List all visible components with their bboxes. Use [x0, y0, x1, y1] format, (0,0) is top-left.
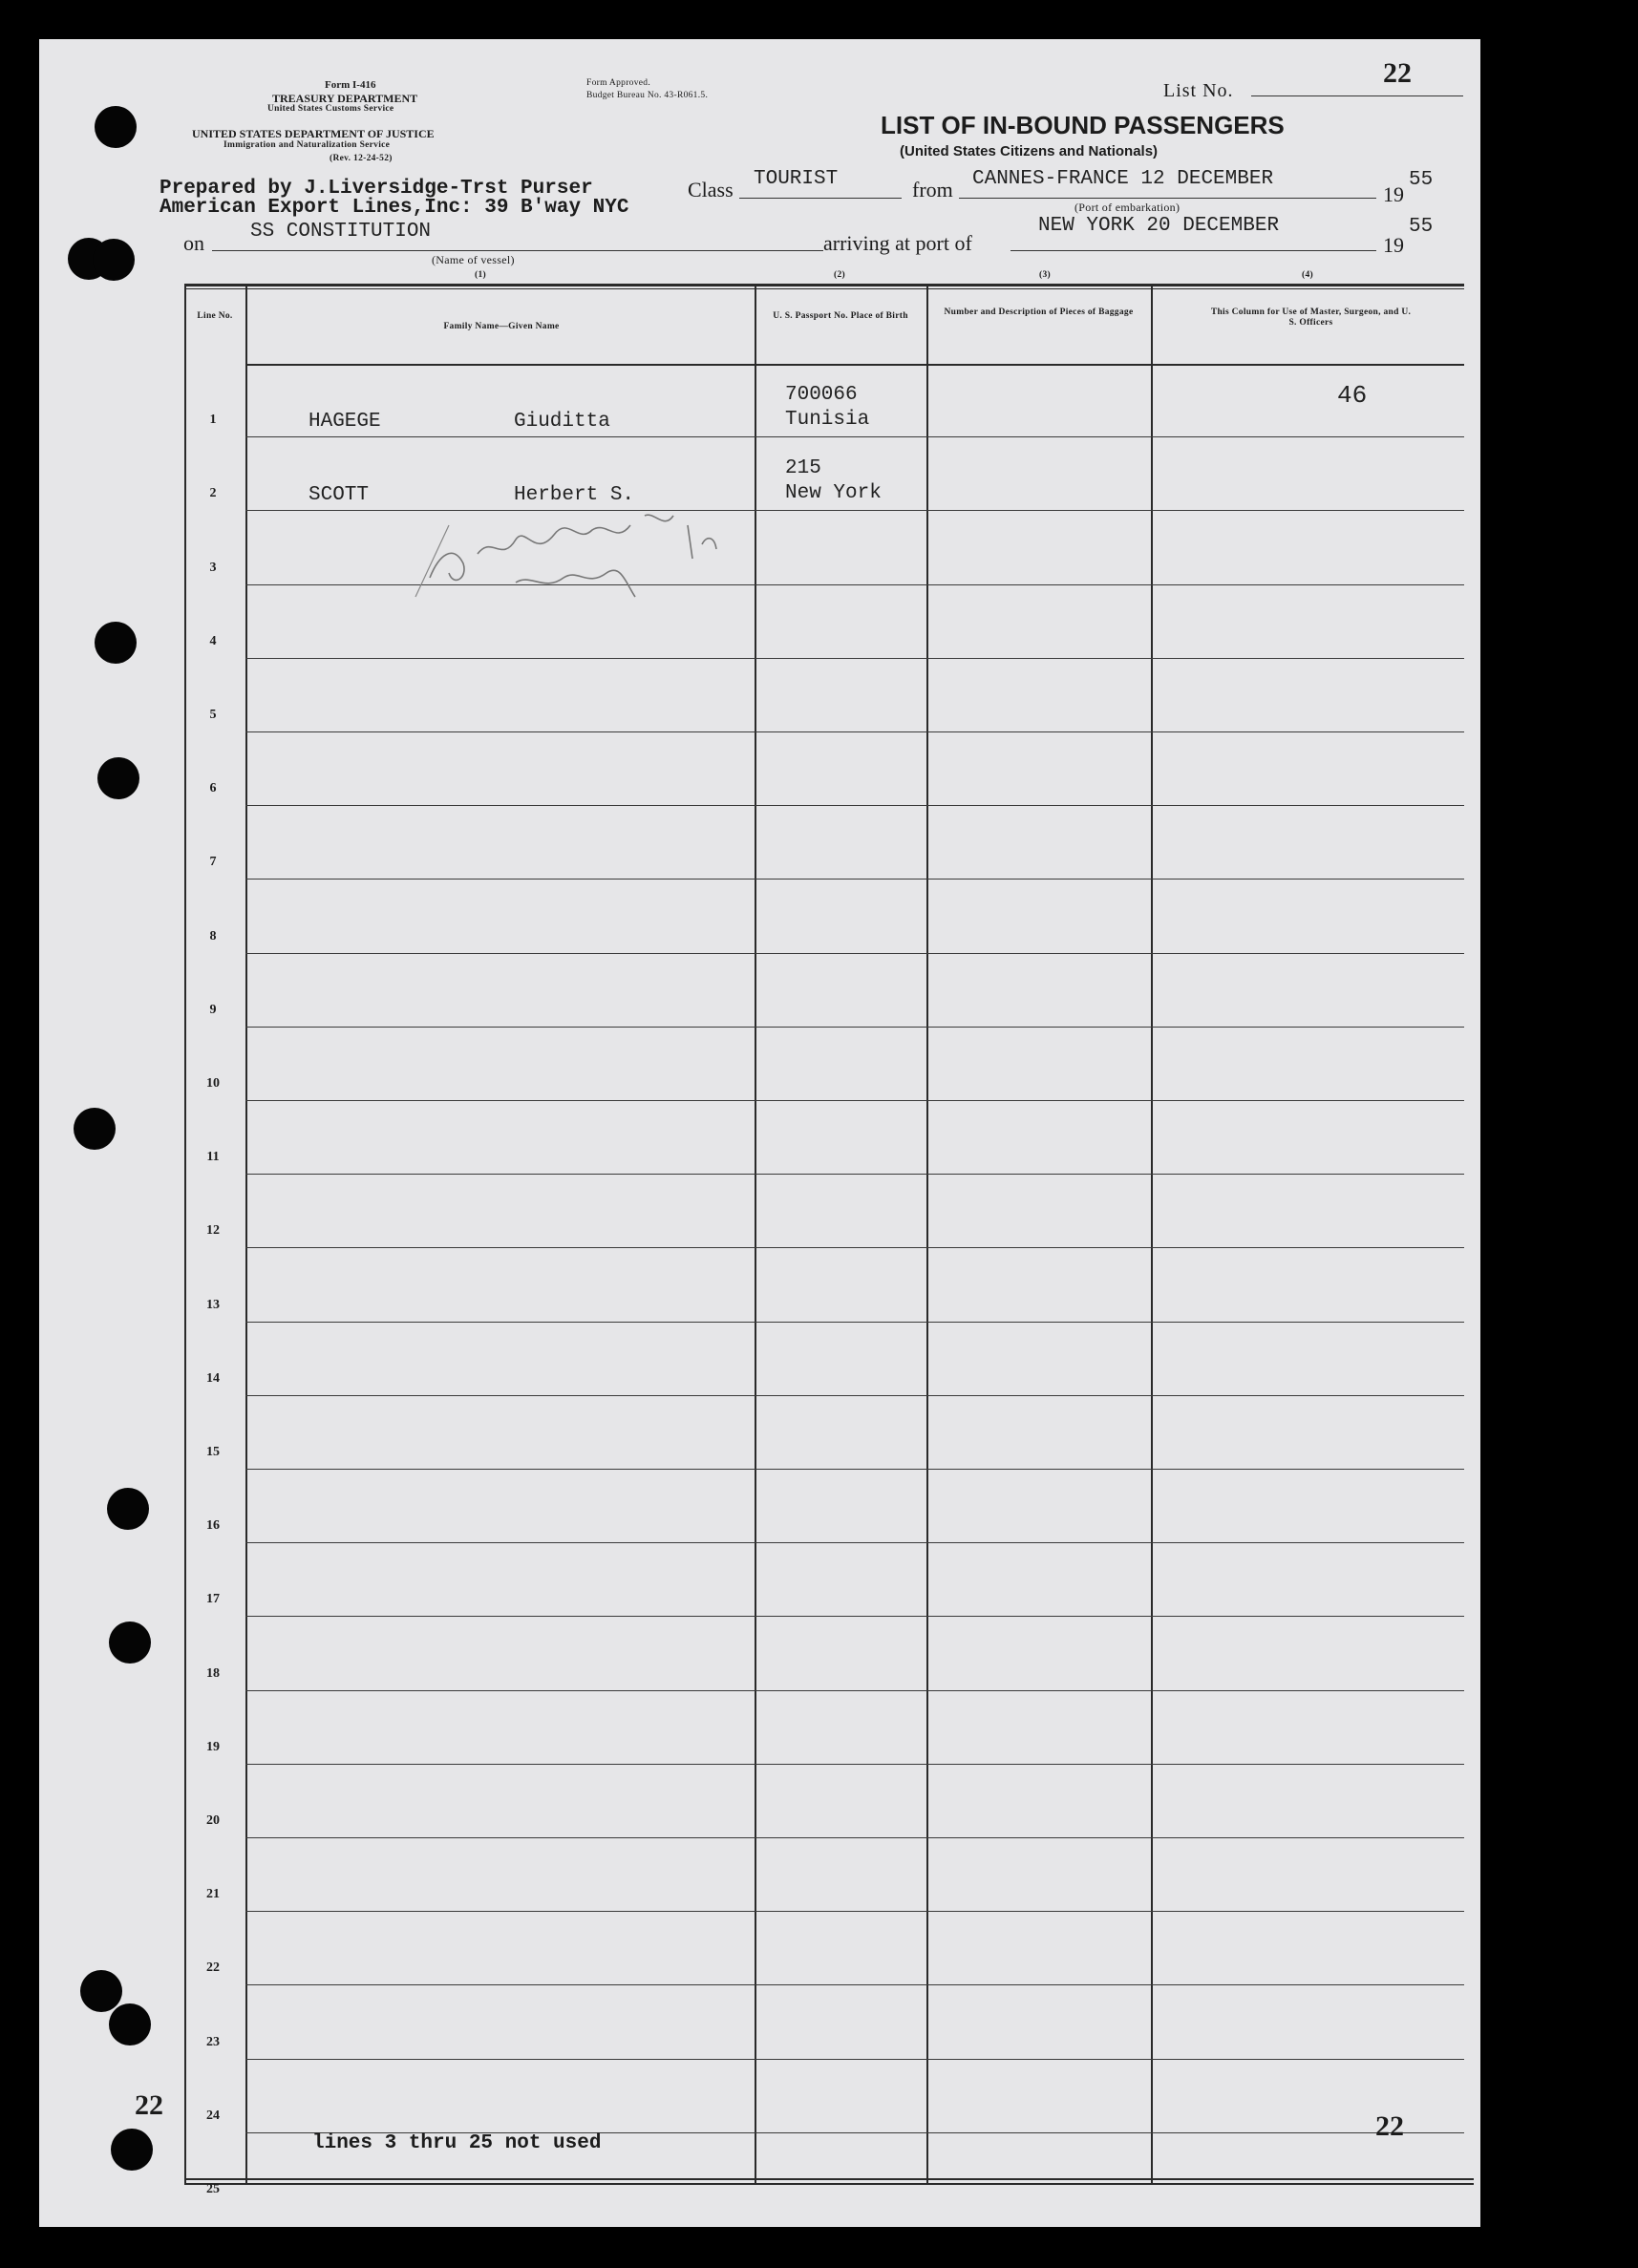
line-number: 8 — [209, 928, 217, 943]
line-number: 20 — [206, 1813, 220, 1828]
binder-hole — [80, 1970, 122, 2012]
list-number: 22 — [1383, 57, 1412, 89]
place-of-birth: Tunisia — [785, 409, 870, 432]
binder-hole — [93, 239, 135, 281]
line-number: 18 — [206, 1665, 220, 1681]
row-rule — [245, 1469, 1464, 1470]
row-rule — [245, 953, 1464, 954]
line-number: 21 — [206, 1887, 220, 1902]
passport-number: 215 — [785, 457, 821, 480]
embarkation-value: CANNES-FRANCE 12 DECEMBER — [972, 168, 1274, 190]
row-rule — [245, 1542, 1464, 1543]
year-1: 55 — [1409, 169, 1434, 191]
page-subtitle: (United States Citizens and Nationals) — [900, 143, 1159, 159]
line-number: 10 — [206, 1076, 220, 1091]
customs-service: United States Customs Service — [267, 104, 394, 114]
class-value: TOURIST — [754, 168, 839, 190]
port-embarkation-caption: (Port of embarkation) — [1074, 201, 1181, 214]
officer-mark: 46 — [1337, 381, 1368, 411]
binder-hole — [107, 1488, 149, 1530]
header-passport: U. S. Passport No. Place of Birth — [773, 311, 908, 321]
from-label: from — [912, 178, 953, 201]
header-officers: This Column for Use of Master, Surgeon, and U. S. Officers — [1210, 307, 1412, 328]
budget-bureau: Budget Bureau No. 43-R061.5. — [586, 91, 709, 100]
row-rule — [245, 1395, 1464, 1396]
line-number: 9 — [209, 1002, 217, 1017]
line-number: 1 — [209, 413, 217, 428]
vessel-name: SS CONSTITUTION — [250, 221, 432, 243]
row-rule — [245, 658, 1464, 659]
passport-number: 700066 — [785, 384, 858, 407]
col-number-1: (1) — [475, 270, 486, 280]
row-rule — [245, 1322, 1464, 1323]
row-rule — [245, 1690, 1464, 1691]
binder-hole — [95, 622, 137, 664]
row-rule — [245, 1911, 1464, 1912]
row-rule — [245, 1100, 1464, 1101]
arriving-label: arriving at port of — [823, 231, 972, 255]
line-number: 4 — [209, 633, 217, 648]
line-number: 23 — [206, 2034, 220, 2049]
on-label: on — [183, 231, 204, 255]
row-rule — [245, 2059, 1464, 2060]
form-number: Form I-416 — [325, 79, 376, 91]
binder-hole — [95, 106, 137, 148]
form-approved: Form Approved. — [586, 78, 651, 88]
line-number: 25 — [206, 2182, 220, 2196]
vessel-caption: (Name of vessel) — [432, 253, 515, 266]
line-number: 14 — [206, 1370, 220, 1386]
row-rule — [245, 1984, 1464, 1985]
line-number: 5 — [209, 708, 217, 722]
row-rule — [245, 805, 1464, 806]
year-prefix-1: 19 — [1383, 182, 1404, 206]
row-rule — [245, 436, 1464, 437]
family-name: HAGEGE — [308, 411, 381, 434]
page-mark-right: 22 — [1375, 2110, 1404, 2142]
given-name: Herbert S. — [514, 484, 635, 507]
header-baggage: Number and Description of Pieces of Baggage — [944, 307, 1134, 317]
col-number-4: (4) — [1302, 270, 1313, 280]
prepared-by: Prepared by J.Liversidge-Trst Purser — [160, 178, 593, 200]
binder-hole — [109, 1622, 151, 1664]
line-number: 11 — [206, 1150, 220, 1165]
row-rule — [245, 1027, 1464, 1028]
binder-hole — [111, 2129, 153, 2171]
given-name: Giuditta — [514, 411, 610, 434]
form-page — [39, 39, 1480, 2227]
justice-department: UNITED STATES DEPARTMENT OF JUSTICE — [192, 127, 435, 140]
line-number: 12 — [206, 1223, 220, 1239]
arriving-value: NEW YORK 20 DECEMBER — [1038, 215, 1280, 237]
row-rule — [245, 1837, 1464, 1838]
binder-hole — [74, 1108, 116, 1150]
line-number: 24 — [206, 2108, 220, 2123]
binder-hole — [109, 2003, 151, 2045]
treasury-department: TREASURY DEPARTMENT — [272, 92, 418, 105]
line-number: 7 — [209, 855, 217, 870]
company: American Export Lines,Inc: 39 B'way NYC — [160, 197, 629, 219]
page-mark-left: 22 — [135, 2089, 163, 2121]
place-of-birth: New York — [785, 482, 882, 505]
line-number: 15 — [206, 1445, 220, 1459]
header-name: Family Name—Given Name — [443, 322, 560, 331]
row-rule — [245, 1174, 1464, 1175]
line-number: 2 — [209, 486, 217, 501]
line-number: 16 — [206, 1518, 220, 1534]
row-rule — [245, 1616, 1464, 1617]
row-rule — [245, 1247, 1464, 1248]
row-rule — [245, 879, 1464, 880]
year-prefix-2: 19 — [1383, 233, 1404, 257]
line-number: 13 — [206, 1297, 220, 1312]
row-rule — [245, 731, 1464, 732]
line-number: 3 — [209, 560, 217, 575]
list-no-label: List No. — [1163, 80, 1234, 101]
col-number-2: (2) — [834, 270, 845, 280]
row-rule — [245, 1764, 1464, 1765]
unused-lines-note: lines 3 thru 25 not used — [312, 2132, 602, 2154]
handwritten-signature-icon — [411, 484, 783, 611]
form-revision: (Rev. 12-24-52) — [330, 154, 393, 163]
page-title: LIST OF IN-BOUND PASSENGERS — [881, 111, 1285, 139]
year-2: 55 — [1409, 216, 1434, 238]
class-label: Class — [688, 178, 734, 201]
binder-hole — [97, 757, 139, 799]
ins-service: Immigration and Naturalization Service — [223, 140, 391, 150]
family-name: SCOTT — [308, 484, 370, 507]
line-number: 17 — [206, 1592, 220, 1607]
line-number: 6 — [209, 781, 217, 796]
line-number: 22 — [206, 1961, 220, 1976]
header-line-no: Line No. — [197, 311, 233, 321]
col-number-3: (3) — [1039, 270, 1051, 280]
line-number: 19 — [206, 1739, 220, 1754]
